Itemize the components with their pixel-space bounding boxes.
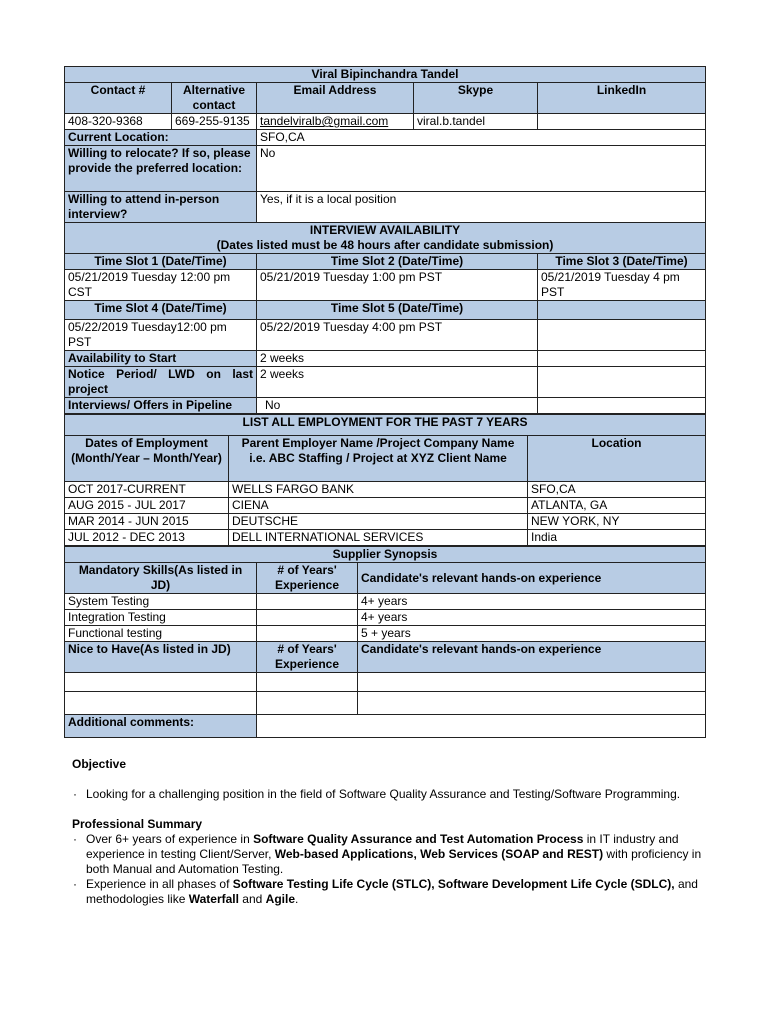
interview-title-row: [65, 223, 706, 254]
interview-heading: INTERVIEW AVAILABILITY: [309, 223, 461, 237]
supplier-title-row: [65, 547, 706, 563]
pipeline-extra: [538, 398, 706, 414]
linkedin-value: [538, 114, 706, 130]
objective-heading: Objective: [72, 757, 127, 771]
slot-header-row-1: [65, 254, 706, 270]
summary-heading: Professional Summary: [72, 817, 203, 831]
objective-list: [72, 787, 712, 802]
notice-label: Notice Period/ LWD on last project: [65, 367, 257, 398]
nice-exp-header: Candidate's relevant hands-on experience: [358, 642, 706, 673]
emp-location: India: [528, 530, 706, 546]
slot3-value: 05/21/2019 Tuesday 4 pm PST: [538, 270, 706, 301]
table-row: [65, 514, 706, 530]
additional-row: [65, 715, 706, 738]
start-label: Availability to Start: [65, 351, 257, 367]
nice-empty-cell: [65, 673, 257, 692]
email-header: Email Address: [257, 83, 414, 114]
inperson-row: [65, 192, 706, 223]
location-label: Current Location:: [65, 130, 257, 146]
candidate-name: Viral Bipinchandra Tandel: [65, 67, 706, 83]
relocate-label: Willing to relocate? If so, please provide the preferred location:: [65, 146, 257, 192]
emp-dates: MAR 2014 - JUN 2015: [65, 514, 229, 530]
emp-employer: DEUTSCHE: [229, 514, 528, 530]
inperson-value: Yes, if it is a local position: [257, 192, 706, 223]
emp-employer: CIENA: [229, 498, 528, 514]
slot2-value: 05/21/2019 Tuesday 1:00 pm PST: [257, 270, 538, 301]
summary-text: Experience in all phases of: [86, 877, 233, 891]
slot3-header: Time Slot 3 (Date/Time): [538, 254, 706, 270]
interview-subtitle: (Dates listed must be 48 hours after candidate submission): [216, 238, 554, 252]
contact-header: Contact #: [65, 83, 172, 114]
slot-value-row-1: [65, 270, 706, 301]
start-extra: [538, 351, 706, 367]
nice-empty-cell: [257, 673, 358, 692]
summary-keyword: Software Testing Life Cycle (STLC), Software Development Life Cycle (SDLC),: [232, 877, 675, 891]
additional-label: Additional comments:: [65, 715, 257, 738]
emp-employer: DELL INTERNATIONAL SERVICES: [229, 530, 528, 546]
table-row: [65, 673, 706, 692]
emp-employer: WELLS FARGO BANK: [229, 482, 528, 498]
summary-bullet-2: [72, 877, 712, 907]
emp-employer-header: Parent Employer Name /Project Company Name i.e. ABC Staffing / Project at XYZ Client Name: [229, 436, 528, 482]
table-row: [65, 626, 706, 642]
candidate-form: [64, 66, 705, 738]
slot1-header: Time Slot 1 (Date/Time): [65, 254, 257, 270]
summary-keyword: Waterfall: [188, 892, 239, 906]
skype-value: viral.b.tandel: [414, 114, 538, 130]
table-row: [65, 692, 706, 715]
employment-title-row: [65, 415, 706, 436]
table-row: [65, 482, 706, 498]
skill-years: [257, 610, 358, 626]
email-link[interactable]: tandelviralb@gmail.com: [257, 114, 414, 130]
table-row: [65, 610, 706, 626]
table-row: [65, 530, 706, 546]
skill-name: System Testing: [65, 594, 257, 610]
summary-keyword: Software Quality Assurance and Test Automation Process: [253, 832, 584, 846]
relocate-value: No: [257, 146, 706, 192]
skill-years: [257, 626, 358, 642]
emp-location: SFO,CA: [528, 482, 706, 498]
slot4-header: Time Slot 4 (Date/Time): [65, 301, 257, 320]
start-value: 2 weeks: [257, 351, 538, 367]
nice-header-row: [65, 642, 706, 673]
contact-header-row: [65, 83, 706, 114]
slot2-header: Time Slot 2 (Date/Time): [257, 254, 538, 270]
emp-location: NEW YORK, NY: [528, 514, 706, 530]
mandatory-years-header: # of Years' Experience: [257, 563, 358, 594]
skill-years: [257, 594, 358, 610]
employment-header-row: [65, 436, 706, 482]
phone-value: 408-320-9368: [65, 114, 172, 130]
nice-years-header: # of Years' Experience: [257, 642, 358, 673]
summary-keyword: Agile: [265, 892, 296, 906]
inperson-label: Willing to attend in-person interview?: [65, 192, 257, 223]
table-row: [65, 498, 706, 514]
contact-values-row: [65, 114, 706, 130]
employment-title: LIST ALL EMPLOYMENT FOR THE PAST 7 YEARS: [65, 415, 706, 436]
location-value: SFO,CA: [257, 130, 706, 146]
emp-dates: AUG 2015 - JUL 2017: [65, 498, 229, 514]
skill-name: Functional testing: [65, 626, 257, 642]
candidate-table: [64, 66, 706, 414]
skill-experience: 4+ years: [358, 594, 706, 610]
summary-text: and methodologies like: [86, 877, 698, 906]
notice-extra: [538, 367, 706, 398]
location-row: [65, 130, 706, 146]
summary-text: in IT industry and experience in testing Client/Server,: [86, 832, 679, 861]
objective-text: · Looking for a challenging position in the field of Software Quality Assurance and Testing/Software Programming.: [72, 787, 712, 802]
notice-row: [65, 367, 706, 398]
summary-list: [72, 832, 712, 907]
start-row: [65, 351, 706, 367]
pipeline-label: Interviews/ Offers in Pipeline: [65, 398, 257, 414]
notice-value: 2 weeks: [257, 367, 538, 398]
alt-phone-value: 669-255-9135: [172, 114, 257, 130]
mandatory-skill-header: Mandatory Skills(As listed in JD): [65, 563, 257, 594]
resume-body: [72, 757, 712, 907]
emp-dates: OCT 2017-CURRENT: [65, 482, 229, 498]
pipeline-value: No: [257, 398, 538, 414]
slot5-header: Time Slot 5 (Date/Time): [257, 301, 538, 320]
emp-dates-header: Dates of Employment (Month/Year – Month/Year): [65, 436, 229, 482]
slot6-value-empty: [538, 320, 706, 351]
mandatory-exp-header: Candidate's relevant hands-on experience: [358, 563, 706, 594]
skype-header: Skype: [414, 83, 538, 114]
slot-value-row-2: [65, 320, 706, 351]
skill-experience: 5 + years: [358, 626, 706, 642]
summary-text: and: [238, 892, 266, 906]
employment-table: [64, 414, 706, 546]
summary-text: .: [295, 892, 299, 906]
summary-text: with proficiency in both Manual and Automation Testing.: [86, 847, 702, 876]
nice-empty-cell: [65, 692, 257, 715]
nice-skill-header: Nice to Have(As listed in JD): [65, 642, 257, 673]
emp-dates: JUL 2012 - DEC 2013: [65, 530, 229, 546]
slot5-value: 05/22/2019 Tuesday 4:00 pm PST: [257, 320, 538, 351]
interview-title: [65, 223, 706, 254]
table-row: [65, 594, 706, 610]
emp-location-header: Location: [528, 436, 706, 482]
slot6-header-empty: [538, 301, 706, 320]
linkedin-header: LinkedIn: [538, 83, 706, 114]
slot4-value: 05/22/2019 Tuesday12:00 pm PST: [65, 320, 257, 351]
slot-header-row-2: [65, 301, 706, 320]
nice-empty-cell: [358, 692, 706, 715]
supplier-table: [64, 546, 706, 738]
name-row: [65, 67, 706, 83]
emp-location: ATLANTA, GA: [528, 498, 706, 514]
supplier-title: Supplier Synopsis: [65, 547, 706, 563]
pipeline-row: [65, 398, 706, 414]
additional-value: [257, 715, 706, 738]
summary-keyword: Web-based Applications, Web Services (SOAP and REST): [274, 847, 604, 861]
skill-name: Integration Testing: [65, 610, 257, 626]
summary-text: Over 6+ years of experience in: [86, 832, 254, 846]
alt-contact-header: Alternative contact: [172, 83, 257, 114]
relocate-row: [65, 146, 706, 192]
summary-bullet-1: [72, 832, 712, 877]
nice-empty-cell: [358, 673, 706, 692]
mandatory-header-row: [65, 563, 706, 594]
skill-experience: 4+ years: [358, 610, 706, 626]
nice-empty-cell: [257, 692, 358, 715]
slot1-value: 05/21/2019 Tuesday 12:00 pm CST: [65, 270, 257, 301]
